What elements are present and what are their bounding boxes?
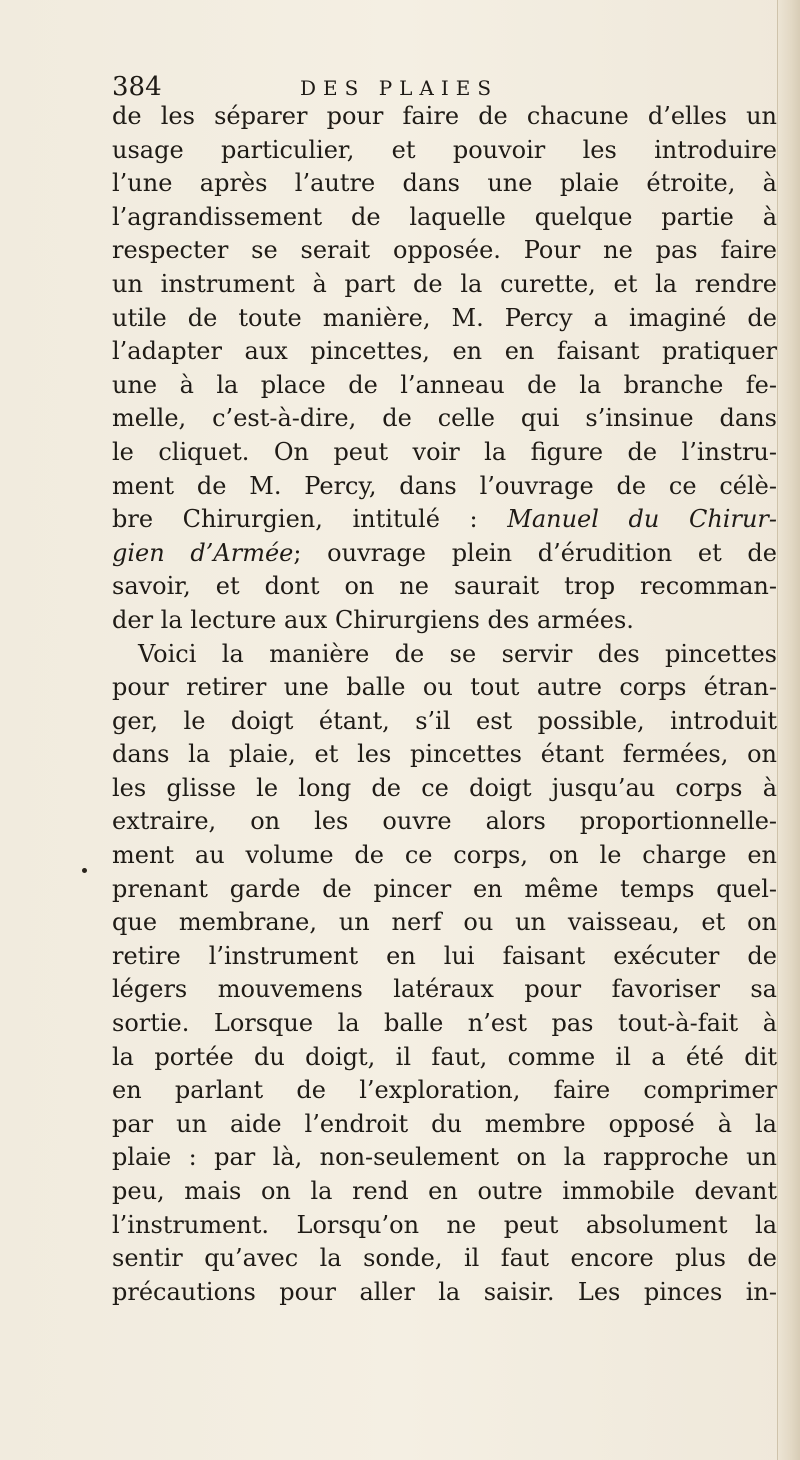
text-line: l’instrument. Lorsqu’on ne peut absolument la [112,1210,777,1239]
text-line: l’adapter aux pincettes, en en faisant pratiquer [112,337,777,366]
text-line: savoir, et dont on ne saurait trop recomman- [112,572,777,601]
body-text [112,100,777,1309]
text-line: extraire, on les ouvre alors proportionnelle- [112,807,777,836]
text-line: respecter se serait opposée. Pour ne pas faire [112,236,777,265]
text-line: une à la place de l’anneau de la branche fe- [112,370,777,399]
text-line: ger, le doigt étant, s’il est possible, introduit [112,706,777,735]
text-line: les glisse le long de ce doigt jusqu’au corps à [112,773,777,802]
book-title-italic: Manuel du Chirur- [507,505,777,534]
text-line: dans la plaie, et les pincettes étant fermées, on [112,740,777,769]
page-number: 384 [112,72,162,102]
book-title-italic: gien d’Armée [112,538,294,567]
text-line: ment au volume de ce corps, on le charge en [112,841,777,870]
text-line: la portée du doigt, il faut, comme il a été dit [112,1042,777,1071]
text-line: ment de M. Percy, dans l’ouvrage de ce célè- [112,471,777,500]
text-line: melle, c’est-à-dire, de celle qui s’insinue dans [112,404,777,433]
page-edge [777,0,800,1460]
text-line-with-title [112,503,777,537]
text-line: l’une après l’autre dans une plaie étroite, à [112,169,777,198]
text-line: retire l’instrument en lui faisant exécuter de [112,941,777,970]
text-line: légers mouvemens latéraux pour favoriser sa [112,975,777,1004]
text-line: par un aide l’endroit du membre opposé à la [112,1109,777,1138]
text-segment: ; ouvrage plein d’érudition et de [293,538,777,567]
text-line: utile de toute manière, M. Percy a imaginé de [112,303,777,332]
text-line: sentir qu’avec la sonde, il faut encore plus de [112,1244,777,1273]
text-line: le cliquet. On peut voir la figure de l’instru- [112,437,777,466]
text-line: en parlant de l’exploration, faire comprimer [112,1076,777,1105]
paragraph-start-line: Voici la manière de se servir des pincettes [138,639,777,668]
text-line: sortie. Lorsque la balle n’est pas tout-à-fait à [112,1009,777,1038]
text-line: l’agrandissement de laquelle quelque partie à [112,202,777,231]
text-line: que membrane, un nerf ou un vaisseau, et on [112,908,777,937]
text-line: un instrument à part de la curette, et la rendre [112,269,777,298]
text-line: der la lecture aux Chirurgiens des armées. [112,605,634,634]
ink-dot [82,868,87,873]
text-line: précautions pour aller la saisir. Les pinces in- [112,1277,777,1306]
text-line: plaie : par là, non-seulement on la rapproche un [112,1143,777,1172]
page-header [112,72,732,102]
text-line: prenant garde de pincer en même temps quel- [112,874,777,903]
text-line-with-title [112,537,777,571]
text-line: pour retirer une balle ou tout autre corps étran- [112,673,777,702]
text-line: peu, mais on la rend en outre immobile devant [112,1177,777,1205]
text-segment: bre Chirurgien, intitulé : [112,505,508,534]
text-line: de les séparer pour faire de chacune d’elles un [112,102,777,130]
running-head: DES PLAIES [300,76,499,100]
text-line: usage particulier, et pouvoir les introduire [112,135,777,164]
